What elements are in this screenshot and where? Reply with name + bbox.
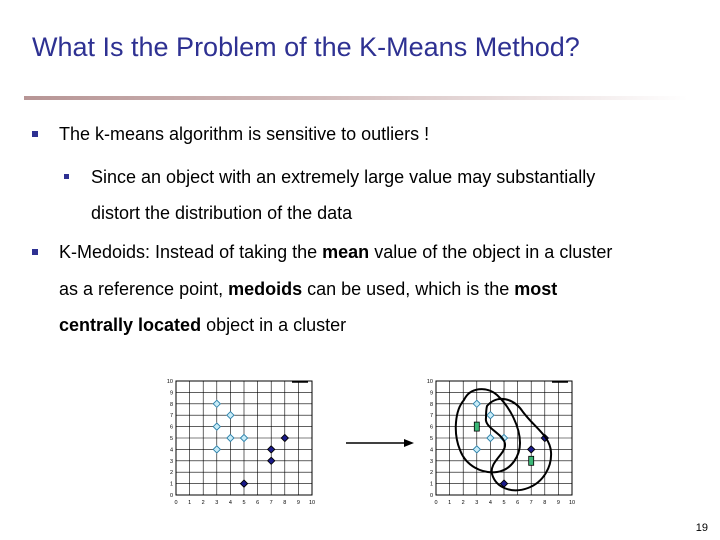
x-tick-label: 3 <box>215 500 219 506</box>
data-point-light <box>227 434 234 441</box>
y-tick-label: 5 <box>429 436 433 442</box>
y-tick-label: 1 <box>169 481 173 488</box>
bullet-2-line-1: K-Medoids: Instead of taking the mean value of the object in a cluster <box>59 242 613 262</box>
sub-bullet-1-line-1: Since an object with an extremely large value may substantially <box>91 167 596 187</box>
x-tick-label: 0 <box>174 500 178 506</box>
data-point-light <box>213 446 220 453</box>
x-tick-label: 6 <box>516 500 520 506</box>
y-tick-label: 10 <box>426 379 433 385</box>
y-tick-label: 1 <box>429 481 433 488</box>
y-tick-label: 9 <box>169 390 173 397</box>
data-point-dark <box>281 434 288 441</box>
y-tick-label: 0 <box>169 493 173 499</box>
data-point-dark <box>268 457 275 464</box>
data-point-light <box>240 434 247 441</box>
data-point-light <box>487 412 494 419</box>
x-tick-label: 8 <box>543 500 547 506</box>
y-tick-label: 2 <box>429 470 433 477</box>
y-tick-label: 3 <box>429 458 433 465</box>
y-tick-label: 4 <box>169 447 173 454</box>
data-point-light <box>473 400 480 407</box>
x-tick-label: 4 <box>228 500 232 506</box>
x-tick-label: 8 <box>283 500 287 506</box>
x-tick-label: 5 <box>242 500 246 506</box>
data-point-light <box>227 412 234 419</box>
y-tick-label: 4 <box>429 447 433 454</box>
x-tick-label: 1 <box>448 500 452 506</box>
cluster-outline-right <box>486 399 551 490</box>
medoid-point <box>474 422 479 431</box>
bullet-2-line-3: centrally located object in a cluster <box>59 315 347 335</box>
data-point-light <box>213 400 220 407</box>
y-tick-label: 7 <box>429 413 433 420</box>
x-tick-label: 2 <box>461 500 465 506</box>
y-tick-label: 6 <box>429 424 433 431</box>
x-tick-label: 9 <box>296 500 300 506</box>
transition-arrow <box>346 439 414 447</box>
data-point-dark <box>268 446 275 453</box>
data-point-dark <box>528 446 535 453</box>
x-tick-label: 10 <box>568 500 576 506</box>
y-tick-label: 9 <box>429 390 433 397</box>
slide-number: 19 <box>695 522 708 534</box>
y-tick-label: 3 <box>169 458 173 465</box>
y-tick-label: 7 <box>169 413 173 420</box>
x-tick-label: 2 <box>201 500 205 506</box>
x-tick-label: 0 <box>434 500 438 506</box>
bullet-1-text: The k-means algorithm is sensitive to outliers ! <box>59 124 430 144</box>
data-point-dark <box>240 480 247 487</box>
bullet-2-line-2: as a reference point, medoids can be used, which is the most <box>59 279 558 299</box>
y-tick-label: 8 <box>429 401 433 408</box>
data-point-light <box>473 446 480 453</box>
slide-title: What Is the Problem of the K-Means Method? <box>32 32 580 62</box>
x-tick-label: 9 <box>556 500 560 506</box>
x-tick-label: 3 <box>475 500 479 506</box>
data-point-light <box>213 423 220 430</box>
medoid-point <box>529 456 534 465</box>
y-tick-label: 0 <box>429 493 433 499</box>
x-tick-label: 1 <box>188 500 192 506</box>
x-tick-label: 7 <box>269 500 273 506</box>
x-tick-label: 4 <box>488 500 492 506</box>
x-tick-label: 6 <box>256 500 260 506</box>
sub-bullet-1-line-2: distort the distribution of the data <box>91 203 353 223</box>
y-tick-label: 2 <box>169 470 173 477</box>
data-point-light <box>487 434 494 441</box>
y-tick-label: 8 <box>169 401 173 408</box>
y-tick-label: 10 <box>166 379 173 385</box>
y-tick-label: 6 <box>169 424 173 431</box>
scatter-plot-before <box>167 379 315 506</box>
x-tick-label: 7 <box>529 500 533 506</box>
x-tick-label: 10 <box>308 500 316 506</box>
y-tick-label: 5 <box>169 436 173 442</box>
x-tick-label: 5 <box>502 500 506 506</box>
